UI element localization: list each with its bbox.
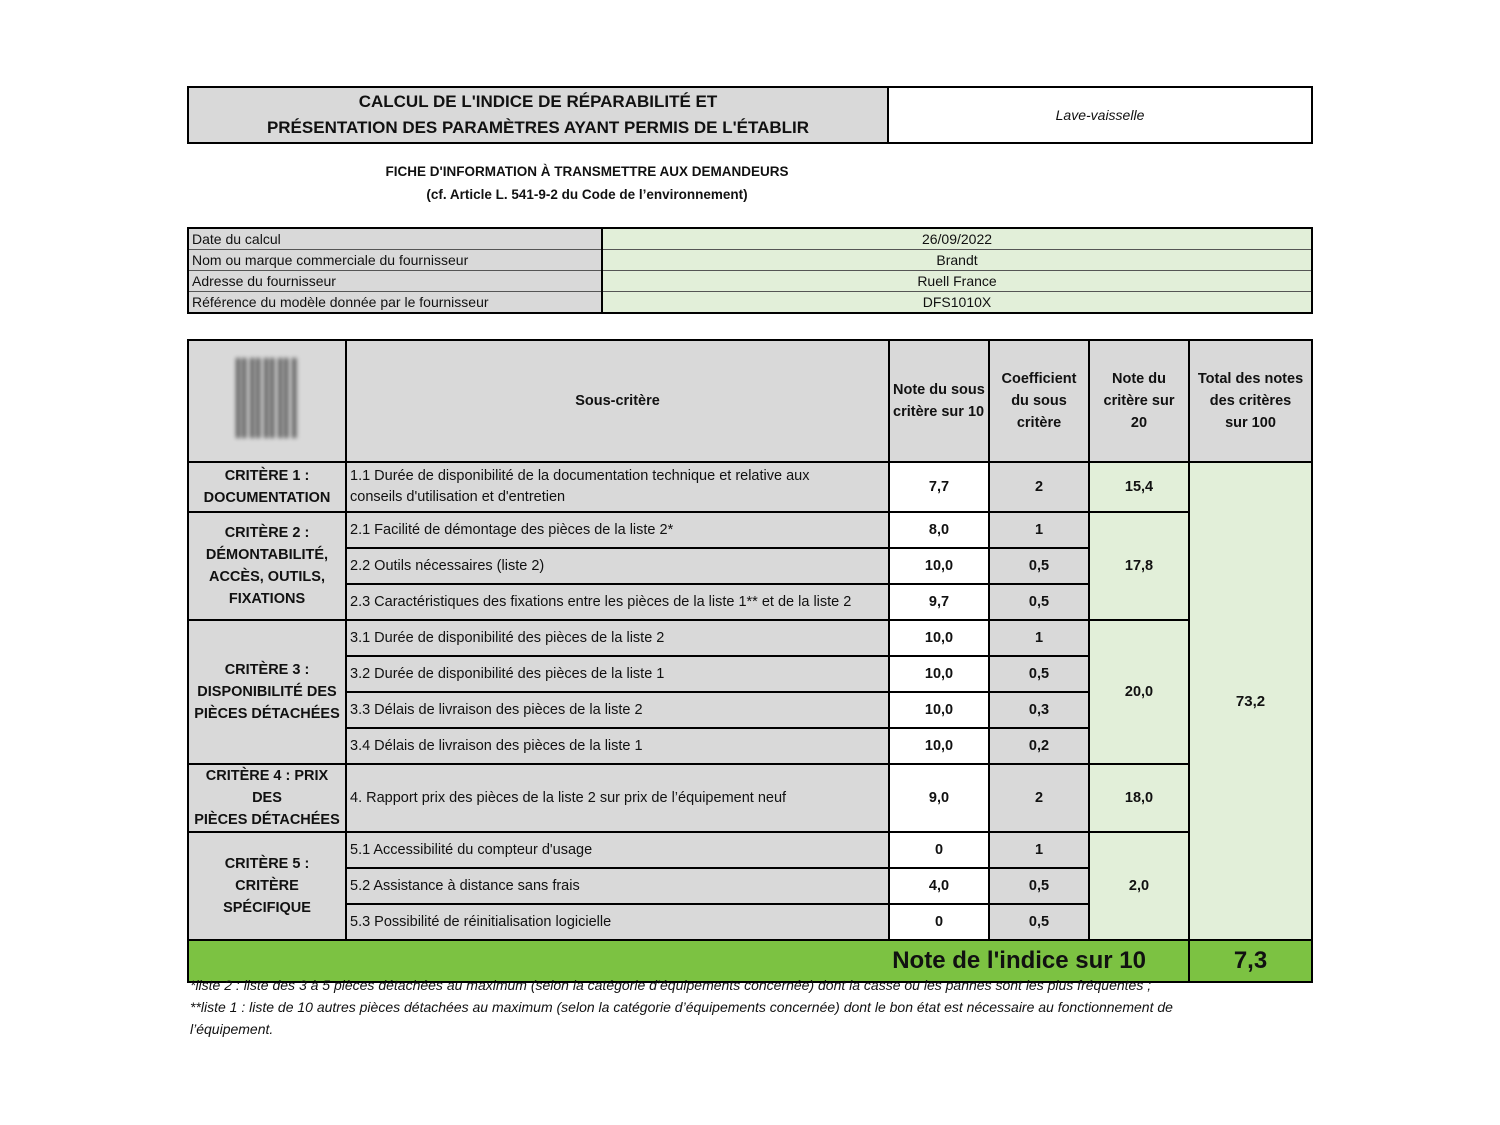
sub-criterion-note: 10,0 — [889, 728, 989, 764]
criterion-label-line: PIÈCES DÉTACHÉES — [194, 812, 340, 828]
sub-criterion-note: 10,0 — [889, 620, 989, 656]
crit-note-header — [1089, 340, 1189, 462]
sub-criterion-coefficient: 0,5 — [989, 584, 1089, 620]
criterion-label-line: CRITÈRE 2 : — [224, 525, 310, 541]
title-line-1: CALCUL DE L'INDICE DE RÉPARABILITÉ ET — [358, 92, 718, 111]
sub-criterion-label — [346, 620, 889, 656]
sub-criterion-coefficient: 0,2 — [989, 728, 1089, 764]
info-value: Ruell France — [602, 271, 1312, 292]
crit-note-header-line: Note du — [1112, 371, 1166, 387]
sub-criterion-note: 10,0 — [889, 548, 989, 584]
sub-note-header-line: Note du sous — [893, 382, 985, 398]
criterion-score: 15,4 — [1089, 462, 1189, 512]
sub-criterion-coefficient: 0,5 — [989, 904, 1089, 940]
total-header-line: des critères — [1209, 393, 1292, 409]
info-row — [188, 271, 1312, 292]
criterion-label-line: CRITÈRE 1 : — [224, 468, 310, 484]
criterion-label-line: SPÉCIFIQUE — [223, 900, 311, 916]
coef-header-line: Coefficient — [1001, 371, 1077, 387]
table-row — [188, 764, 1312, 832]
criterion-score: 2,0 — [1089, 832, 1189, 940]
sub-criterion-line: 5.2 Assistance à distance sans frais — [350, 877, 580, 894]
table-row — [188, 620, 1312, 656]
sub-criterion-coefficient: 0,3 — [989, 692, 1089, 728]
info-label: Référence du modèle donnée par le fournisseur — [188, 292, 602, 314]
sub-criterion-coefficient: 0,5 — [989, 656, 1089, 692]
sub-criterion-note: 9,7 — [889, 584, 989, 620]
sub-criterion-note: 10,0 — [889, 656, 989, 692]
info-row — [188, 228, 1312, 250]
repairability-table — [187, 339, 1313, 983]
info-label: Date du calcul — [188, 228, 602, 250]
sub-criteria-header: Sous-critère — [346, 340, 889, 462]
criterion-label-line: FIXATIONS — [228, 591, 306, 607]
product-type: Lave-vaisselle — [1055, 107, 1145, 123]
sub-criterion-line: conseils d'utilisation et d'entretien — [350, 489, 566, 505]
supplier-info-table — [187, 227, 1313, 314]
table-header-row — [188, 340, 1312, 462]
sub-criterion-note: 8,0 — [889, 512, 989, 548]
sub-criterion-line: 4. Rapport prix des pièces de la liste 2 sur prix de l’équipement neuf — [350, 789, 787, 806]
sub-criterion-note: 7,7 — [889, 462, 989, 512]
criterion-label-line: ACCÈS, OUTILS, — [208, 569, 325, 585]
info-label: Adresse du fournisseur — [188, 271, 602, 292]
sub-note-header — [889, 340, 989, 462]
coef-header-line: critère — [1016, 415, 1062, 431]
criterion-label-line: CRITÈRE 3 : — [224, 662, 310, 678]
sub-criterion-coefficient: 1 — [989, 512, 1089, 548]
criterion-label — [188, 462, 346, 512]
footnote-line: *liste 2 : liste des 3 à 5 pièces détachées au maximum (selon la catégorie d’équipements concernée) dont la casse ou les pannes sont les plus fréquentes ; — [190, 977, 1152, 993]
criterion-label-line: DOCUMENTATION — [203, 490, 331, 506]
table-row — [188, 512, 1312, 548]
blurred-logo — [236, 358, 298, 438]
info-row — [188, 250, 1312, 271]
sub-criterion-note: 4,0 — [889, 868, 989, 904]
sub-criterion-note: 0 — [889, 832, 989, 868]
footnote-line: l’équipement. — [190, 1021, 274, 1037]
subheading-line-2: (cf. Article L. 541-9-2 du Code de l’environnement) — [426, 187, 748, 202]
sub-criterion-line: 3.1 Durée de disponibilité des pièces de la liste 2 — [350, 629, 665, 646]
sub-criterion-coefficient: 1 — [989, 620, 1089, 656]
criterion-label-line: PIÈCES DÉTACHÉES — [194, 706, 340, 722]
sub-criterion-label — [346, 512, 889, 548]
sub-criterion-label — [346, 904, 889, 940]
criterion-label — [188, 832, 346, 940]
criterion-label-line: CRITÈRE 5 : CRITÈRE — [224, 856, 310, 894]
sub-criterion-line: 5.1 Accessibilité du compteur d'usage — [350, 841, 593, 858]
title-line-2: PRÉSENTATION DES PARAMÈTRES AYANT PERMIS DE L'ÉTABLIR — [266, 118, 810, 137]
criterion-label-line: CRITÈRE 4 : PRIX DES — [205, 768, 329, 806]
criteria-header — [188, 340, 346, 462]
sub-criterion-line: 5.3 Possibilité de réinitialisation logicielle — [350, 913, 612, 930]
sub-criterion-label — [346, 584, 889, 620]
criterion-score: 20,0 — [1089, 620, 1189, 764]
sub-criterion-coefficient: 1 — [989, 832, 1089, 868]
criterion-label — [188, 764, 346, 832]
sub-criterion-label — [346, 764, 889, 832]
total-header — [1189, 340, 1312, 462]
total-score: 73,2 — [1189, 462, 1312, 940]
sub-criterion-line: 2.1 Facilité de démontage des pièces de la liste 2* — [350, 521, 674, 538]
sub-criterion-note: 0 — [889, 904, 989, 940]
criterion-score: 17,8 — [1089, 512, 1189, 620]
info-label: Nom ou marque commerciale du fournisseur — [188, 250, 602, 271]
document-header — [187, 86, 1313, 144]
sub-criterion-coefficient: 2 — [989, 462, 1089, 512]
criterion-score: 18,0 — [1089, 764, 1189, 832]
document-title — [189, 88, 889, 142]
sub-criterion-label — [346, 462, 889, 512]
final-score-label: Note de l'indice sur 10 — [188, 940, 1189, 982]
sub-criterion-label — [346, 728, 889, 764]
crit-note-header-line: 20 — [1130, 415, 1148, 431]
sub-criterion-label — [346, 868, 889, 904]
coef-header-line: du sous — [1011, 393, 1067, 409]
sub-criterion-note: 9,0 — [889, 764, 989, 832]
sub-criterion-label — [346, 692, 889, 728]
criterion-label — [188, 512, 346, 620]
info-value: Brandt — [602, 250, 1312, 271]
subheading-line-1: FICHE D'INFORMATION À TRANSMETTRE AUX DEMANDEURS — [385, 164, 789, 179]
sub-criterion-line: 2.2 Outils nécessaires (liste 2) — [350, 557, 545, 574]
info-value: 26/09/2022 — [602, 228, 1312, 250]
sub-criterion-line: 2.3 Caractéristiques des fixations entre les pièces de la liste 1** et de la liste 2 — [350, 593, 852, 610]
sub-criterion-note: 10,0 — [889, 692, 989, 728]
sub-note-header-line: critère sur 10 — [893, 404, 985, 420]
sub-criterion-coefficient: 0,5 — [989, 548, 1089, 584]
sub-criterion-line: 1.1 Durée de disponibilité de la documentation technique et relative aux — [350, 468, 810, 484]
sub-criterion-line: 3.4 Délais de livraison des pièces de la liste 1 — [350, 737, 643, 754]
footnotes — [190, 974, 1290, 1040]
criterion-label — [188, 620, 346, 764]
sub-criterion-line: 3.3 Délais de livraison des pièces de la liste 2 — [350, 701, 643, 718]
sub-criterion-label — [346, 832, 889, 868]
sub-criterion-coefficient: 0,5 — [989, 868, 1089, 904]
coef-header — [989, 340, 1089, 462]
total-header-line: Total des notes — [1197, 371, 1304, 387]
final-score-value: 7,3 — [1189, 940, 1312, 982]
table-row — [188, 462, 1312, 512]
criterion-label-line: DÉMONTABILITÉ, — [205, 547, 329, 563]
criterion-label-line: DISPONIBILITÉ DES — [197, 684, 337, 700]
info-value: DFS1010X — [602, 292, 1312, 314]
footnote-line: **liste 1 : liste de 10 autres pièces détachées au maximum (selon la catégorie d’équipements concernée) dont le bon état est nécessaire au fonctionnement de — [190, 999, 1173, 1015]
total-header-line: sur 100 — [1225, 415, 1276, 431]
sub-criterion-label — [346, 656, 889, 692]
sub-criterion-coefficient: 2 — [989, 764, 1089, 832]
sub-criterion-label — [346, 548, 889, 584]
crit-note-header-line: critère sur — [1103, 393, 1175, 409]
table-row — [188, 832, 1312, 868]
info-row — [188, 292, 1312, 314]
sub-criterion-line: 3.2 Durée de disponibilité des pièces de la liste 1 — [350, 665, 665, 682]
